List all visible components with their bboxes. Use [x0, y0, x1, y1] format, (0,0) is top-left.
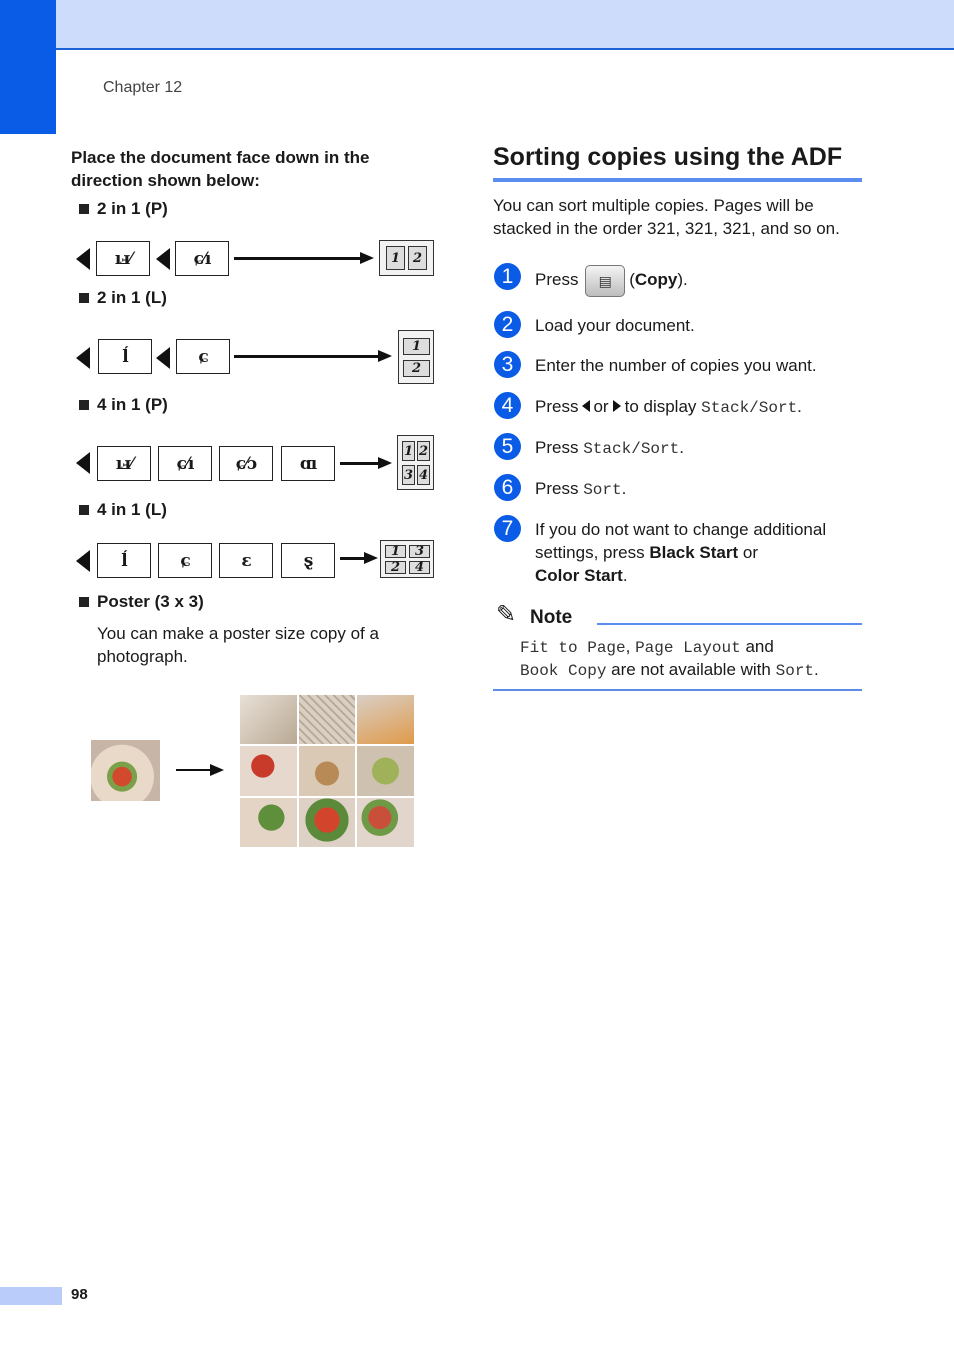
feed-arrow-icon	[76, 550, 90, 572]
figure-4in1l	[76, 540, 436, 582]
result-page	[380, 540, 434, 578]
poster-tile	[357, 695, 414, 744]
poster-description: You can make a poster size copy of a photograph.	[97, 624, 379, 666]
poster-tile	[240, 746, 297, 795]
source-page: ɛ	[219, 543, 273, 578]
header-band	[0, 0, 954, 50]
result-cell: 1	[403, 338, 430, 355]
result-cell: 1	[386, 246, 405, 270]
layout-label-2in1p: 2 in 1 (P)	[79, 199, 168, 219]
source-page: ĺ	[98, 339, 152, 374]
section-title: Sorting copies using the ADF	[493, 143, 843, 171]
step-number: 5	[494, 433, 521, 460]
left-arrow-icon	[582, 400, 590, 412]
poster-tile	[357, 746, 414, 795]
chapter-label: Chapter 12	[103, 79, 183, 96]
layout-label-poster: Poster (3 x 3)	[79, 592, 204, 612]
result-cell: 1	[385, 545, 406, 558]
bullet-icon	[79, 505, 89, 515]
feed-arrow-icon	[76, 452, 90, 474]
result-cell: 2	[408, 246, 427, 270]
page-number: 98	[71, 1286, 88, 1303]
step-number: 3	[494, 351, 521, 378]
poster-arrow-icon	[176, 769, 212, 771]
source-page: ıⅎ⁄	[97, 446, 151, 481]
note-label: Note	[530, 607, 573, 628]
source-page: ȿ	[281, 543, 335, 578]
result-page	[398, 330, 434, 384]
step-number: 2	[494, 311, 521, 338]
poster-grid	[240, 695, 414, 847]
step-5: Press Stack/Sort.	[535, 438, 684, 458]
note-pencil-icon: ✎	[496, 601, 517, 628]
step-number: 6	[494, 474, 521, 501]
note-rule	[597, 623, 862, 625]
bullet-icon	[79, 293, 89, 303]
source-page: ıⅎ⁄	[96, 241, 150, 276]
section-intro: You can sort multiple copies. Pages will be stacked in the order 321, 321, 321, and so on.	[493, 196, 840, 238]
result-cell: 3	[409, 545, 430, 558]
step-3: Enter the number of copies you want.	[535, 356, 817, 375]
result-arrow-icon	[234, 257, 362, 260]
feed-arrow-icon	[76, 248, 90, 270]
step-1: Press ▤ (Copy).	[535, 264, 865, 297]
left-heading: Place the document face down in the direction shown below:	[71, 148, 370, 190]
layout-label-4in1l: 4 in 1 (L)	[79, 500, 167, 520]
result-cell: 2	[385, 561, 406, 574]
step-4: Press or to display Stack/Sort.	[535, 397, 802, 417]
feed-arrow-icon	[76, 347, 90, 369]
bullet-icon	[79, 204, 89, 214]
result-arrow-icon	[340, 462, 380, 465]
source-page: ɕ⁄ɔ	[219, 446, 273, 481]
poster-tile	[240, 695, 297, 744]
step-7: If you do not want to change additional settings, press Black Start or Color Start.	[535, 520, 827, 585]
poster-tile	[299, 798, 356, 847]
source-page: ɕ	[158, 543, 212, 578]
figure-2in1p	[76, 240, 436, 280]
step-2: Load your document.	[535, 316, 695, 335]
note-text: Fit to Page, Page Layout and Book Copy are not available with Sort.	[520, 637, 819, 680]
right-arrow-icon	[613, 400, 621, 412]
poster-tile	[299, 695, 356, 744]
copy-button-icon: ▤	[585, 265, 625, 297]
result-cell: 4	[409, 561, 430, 574]
source-page: ɕ⁄ı	[158, 446, 212, 481]
source-page: ɑı	[281, 446, 335, 481]
poster-tile	[240, 798, 297, 847]
layout-label-4in1p: 4 in 1 (P)	[79, 395, 168, 415]
bullet-icon	[79, 400, 89, 410]
layout-label-2in1l: 2 in 1 (L)	[79, 288, 167, 308]
result-arrow-icon	[340, 557, 366, 560]
result-cell: 2	[417, 441, 430, 461]
result-cell: 4	[417, 465, 430, 485]
result-cell: 1	[402, 441, 415, 461]
step-number: 1	[494, 263, 521, 290]
chapter-tab	[0, 0, 56, 134]
figure-4in1p	[76, 435, 436, 491]
title-underline	[493, 178, 862, 182]
source-page: ĺ	[97, 543, 151, 578]
bullet-icon	[79, 597, 89, 607]
figure-2in1l	[76, 330, 436, 386]
note-rule	[493, 689, 862, 691]
step-number: 4	[494, 392, 521, 419]
result-arrow-icon	[234, 355, 380, 358]
source-photo	[91, 740, 160, 801]
footer-band	[0, 1287, 62, 1305]
feed-arrow-icon	[156, 248, 170, 270]
step-6: Press Sort.	[535, 479, 627, 499]
poster-tile	[357, 798, 414, 847]
feed-arrow-icon	[156, 347, 170, 369]
result-cell: 2	[403, 360, 430, 377]
result-page	[379, 240, 434, 276]
source-page: ɕ⁄ı	[175, 241, 229, 276]
step-number: 7	[494, 515, 521, 542]
source-page: ɕ	[176, 339, 230, 374]
result-cell: 3	[402, 465, 415, 485]
result-page	[397, 435, 434, 490]
poster-tile	[299, 746, 356, 795]
